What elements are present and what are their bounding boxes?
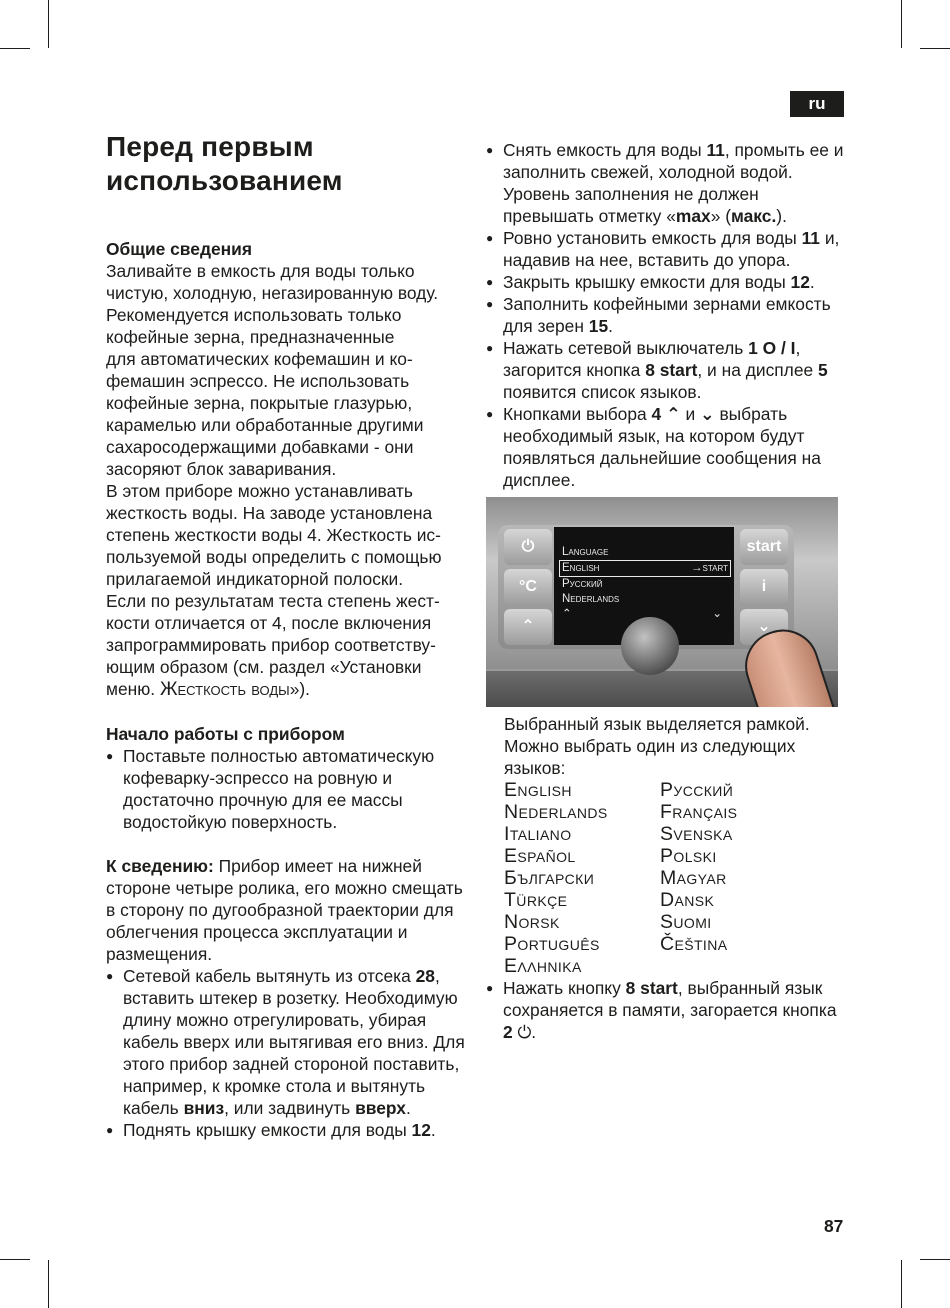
language-item: Nederlands: [504, 801, 608, 823]
crop-mark: [901, 1260, 902, 1308]
crop-mark: [0, 48, 30, 49]
text-line: кости отличается от 4, после включения: [106, 613, 432, 633]
crop-mark: [920, 1259, 950, 1260]
cable-list: [106, 965, 466, 1141]
down-button[interactable]: ⌄: [740, 609, 788, 645]
left-column: [106, 130, 466, 1141]
page-number: 87: [824, 1216, 844, 1236]
chevron-down-icon: ⌄: [700, 404, 715, 424]
language-item: Ελληνικα: [504, 955, 582, 977]
text-line: чистую, холодную, негазированную воду.: [106, 283, 439, 303]
page-title-line-2: использованием: [106, 165, 343, 196]
list-item: ● Кнопками выбора 4 ⌃ и ⌄ выбрать необходимый язык, на котором будут появляться дальнейшие сообщения на дисплее.: [486, 403, 846, 491]
list-item: ● Снять емкость для воды 11, промыть ее и заполнить свежей, холодной водой. Уровень заполнения не должен превышать отметку «max» (макс.).: [486, 139, 846, 227]
start-button[interactable]: start: [740, 529, 788, 565]
final-list: [486, 977, 846, 1043]
text-line: засоряют блок заваривания.: [106, 459, 337, 479]
text-line: карамелью или обработанные другими: [106, 415, 424, 435]
right-column: [486, 139, 846, 1043]
language-table: [504, 779, 846, 977]
language-item: Русский: [660, 779, 734, 801]
display-selected-row: English →start: [559, 560, 731, 577]
language-item: Français: [660, 801, 738, 823]
list-item: ● Ровно установить емкость для воды 11 и, надавив на нее, вставить до упора.: [486, 227, 846, 271]
temperature-button[interactable]: °C: [504, 569, 552, 605]
text-line: жесткость воды. На заводе установлена: [106, 503, 433, 523]
list-item: ● Нажать сетевой выключатель 1 O / I, загорится кнопка 8 start, и на дисплее 5 появится список языков.: [486, 337, 846, 403]
language-item: Türkçe: [504, 889, 568, 911]
power-icon: ⏻: [517, 1022, 532, 1042]
start-list: [106, 745, 466, 833]
info-button[interactable]: i: [740, 569, 788, 605]
display-row: Nederlands: [562, 593, 620, 605]
list-item: ● Поставьте полностью автоматическую кофеварку-эспрессо на ровную и достаточно прочную для ее массы водостойкую поверхность.: [106, 745, 466, 833]
language-item: [660, 955, 840, 977]
crop-mark: [0, 1259, 30, 1260]
language-item: Norsk: [504, 911, 560, 933]
language-item: Български: [504, 867, 595, 889]
text-line: прилагаемой индикаторной полоски.: [106, 569, 404, 589]
language-item: Italiano: [504, 823, 572, 845]
crop-mark: [920, 48, 950, 49]
rotary-knob[interactable]: [621, 617, 679, 675]
crop-mark: [48, 0, 49, 48]
text-line: запрограммировать прибор соответству-: [106, 635, 436, 655]
text-line: Если по результатам теста степень жест-: [106, 591, 440, 611]
language-item: Polski: [660, 845, 717, 867]
display-down-icon: ⌄: [712, 608, 722, 620]
language-item: Čeština: [660, 933, 728, 955]
text-line: степень жесткости воды 4. Жесткость ис-: [106, 525, 441, 545]
device-photo: [486, 497, 838, 707]
language-item: Dansk: [660, 889, 715, 911]
list-item: ● Закрыть крышку емкости для воды 12.: [486, 271, 846, 293]
language-item: Suomi: [660, 911, 712, 933]
general-text: [106, 260, 466, 701]
text-line: сахаросодержащими добавками - они: [106, 437, 414, 457]
language-item: English: [504, 779, 572, 801]
text-line: фемашин эспрессо. Не использовать: [106, 371, 410, 391]
page-title: [106, 130, 466, 198]
text-line: меню. Жесткость воды»).: [106, 679, 310, 700]
list-item: ● Поднять крышку емкости для воды 12.: [106, 1119, 466, 1141]
list-item: ● Заполнить кофейными зернами емкость для зерен 15.: [486, 293, 846, 337]
language-intro: Выбранный язык выделяется рамкой. Можно выбрать один из следующих языков:: [504, 714, 810, 778]
general-heading: Общие сведения: [106, 239, 252, 259]
text-line: пользуемой воды определить с помощью: [106, 547, 442, 567]
chevron-up-icon: ⌃: [666, 404, 681, 424]
text-line: Рекомендуется использовать только: [106, 305, 402, 325]
language-item: Español: [504, 845, 576, 867]
page-title-line-1: Перед первым: [106, 131, 314, 162]
list-item: ● Сетевой кабель вытянуть из отсека 28, вставить штекер в розетку. Необходимую длину можно отрегулировать, убирая кабель вверх или вытягивая его вниз. Для этого прибор задней стороной поставить, например, к кромке стола и вытянуть кабель вниз, или задвинуть вверх.: [106, 965, 466, 1119]
power-button[interactable]: ⏻: [504, 529, 552, 565]
note-label: К сведению:: [106, 856, 214, 876]
setup-list: [486, 139, 846, 491]
text-line: ющим образом (см. раздел «Установки: [106, 657, 422, 677]
text-line: кофейные зерна, покрытые глазурью,: [106, 393, 413, 413]
language-tag: ru: [790, 91, 844, 117]
language-item: Português: [504, 933, 600, 955]
language-item: Svenska: [660, 823, 733, 845]
text-line: В этом приборе можно устанавливать: [106, 481, 413, 501]
text-line: кофейные зерна, предназначенные: [106, 327, 395, 347]
start-heading: Начало работы с прибором: [106, 724, 345, 744]
display-row: Русский: [562, 578, 603, 590]
list-item: ● Нажать кнопку 8 start, выбранный язык сохраняется в памяти, загорается кнопка 2 ⏻.: [486, 977, 846, 1043]
note-paragraph: К сведению: Прибор имеет на нижней стороне четыре ролика, его можно смещать в сторону по дугообразной траектории для облегчения процесса эксплуатации и размещения.: [106, 856, 463, 964]
language-item: Magyar: [660, 867, 727, 889]
crop-mark: [901, 0, 902, 48]
text-line: для автоматических кофемашин и ко-: [106, 349, 413, 369]
text-line: Заливайте в емкость для воды только: [106, 261, 415, 281]
display-title: Language: [562, 546, 609, 558]
display-up-icon: ⌃: [562, 608, 572, 620]
crop-mark: [48, 1260, 49, 1308]
menu-reference: Жесткость воды: [159, 679, 290, 700]
up-button[interactable]: ⌃: [504, 609, 552, 645]
